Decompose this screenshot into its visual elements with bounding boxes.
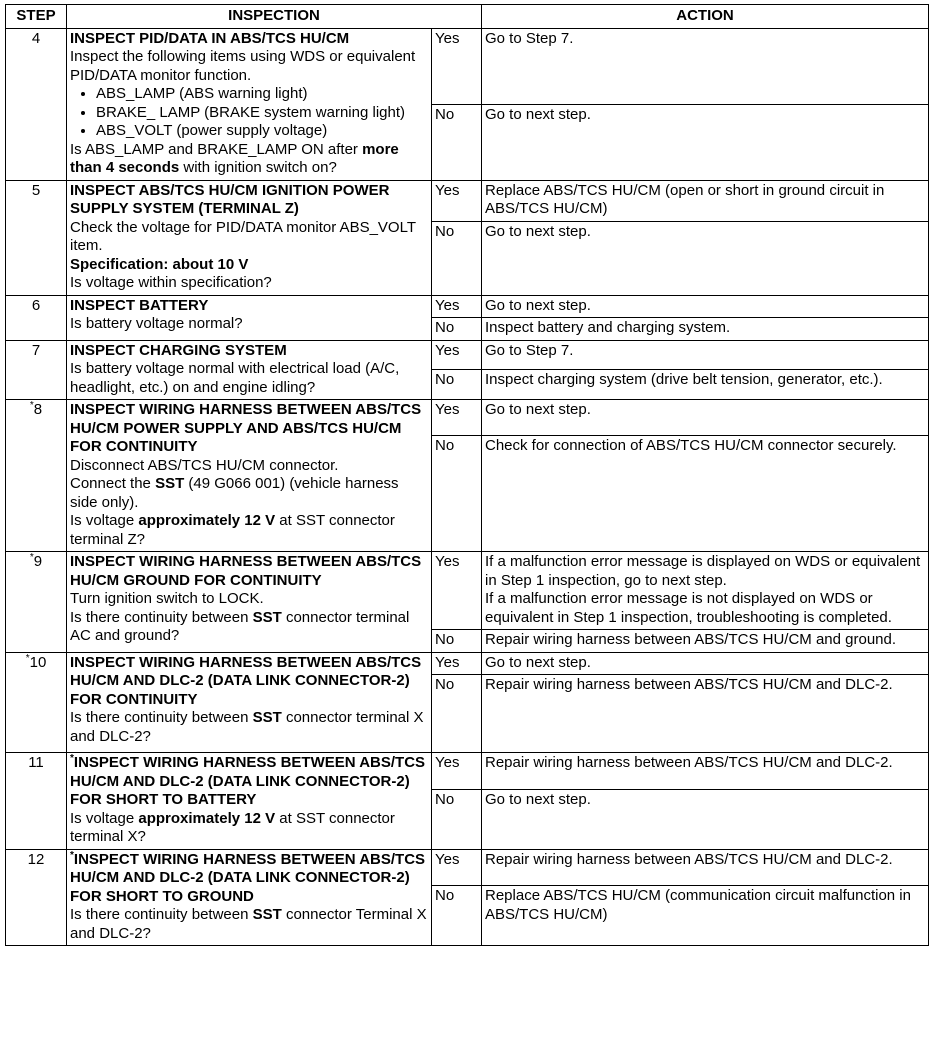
header-inspection: INSPECTION <box>67 5 482 29</box>
inspection-question: Is there continuity between SST connector Terminal X and DLC-2? <box>70 906 427 942</box>
inspection-question: Is ABS_LAMP and BRAKE_LAMP ON after more than 4 seconds with ignition switch on? <box>70 140 399 176</box>
answer-yes: Yes <box>432 849 482 886</box>
inspection-title: *INSPECT WIRING HARNESS BETWEEN ABS/TCS HU/CM AND DLC-2 (DATA LINK CONNECTOR-2) FOR SHORT TO BATTERY <box>70 753 426 808</box>
inspection-cell <box>67 849 432 946</box>
step-number: 12 <box>6 849 67 946</box>
action-text: Repair wiring harness between ABS/TCS HU/CM and ground. <box>482 630 929 653</box>
inspection-question: Is battery voltage normal with electrical load (A/C, headlight, etc.) on and engine idling? <box>70 360 400 396</box>
table-row <box>6 340 929 370</box>
inspection-title: *INSPECT WIRING HARNESS BETWEEN ABS/TCS HU/CM AND DLC-2 (DATA LINK CONNECTOR-2) FOR SHORT TO GROUND <box>70 849 426 905</box>
inspection-cell <box>67 652 432 753</box>
step-number: *8 <box>6 400 67 552</box>
action-text: Check for connection of ABS/TCS HU/CM connector securely. <box>482 436 929 552</box>
action-text: Replace ABS/TCS HU/CM (communication circuit malfunction in ABS/TCS HU/CM) <box>482 886 929 946</box>
header-action: ACTION <box>482 5 929 29</box>
table-row <box>6 849 929 886</box>
answer-no: No <box>432 318 482 341</box>
asterisk-marker: * <box>70 849 74 861</box>
inspection-cell <box>67 295 432 340</box>
specification: Specification: about 10 V <box>70 255 249 273</box>
answer-yes: Yes <box>432 652 482 675</box>
inspection-title: INSPECT ABS/TCS HU/CM IGNITION POWER SUPPLY SYSTEM (TERMINAL Z) <box>70 181 390 217</box>
step-number: 6 <box>6 295 67 340</box>
inspection-procedure-table <box>5 4 929 946</box>
answer-yes: Yes <box>432 340 482 370</box>
list-item: • BRAKE_ LAMP (BRAKE system warning light) <box>96 104 428 123</box>
answer-no: No <box>432 104 482 180</box>
action-text: Go to next step. <box>482 652 929 675</box>
action-text: Go to next step. <box>482 221 929 295</box>
asterisk-marker: * <box>29 552 34 563</box>
answer-yes: Yes <box>432 295 482 318</box>
inspection-question: Is voltage within specification? <box>70 274 272 291</box>
answer-no: No <box>432 436 482 552</box>
inspection-question: Is voltage approximately 12 V at SST connector terminal X? <box>70 809 395 845</box>
inspection-instruction: Connect the SST (49 G066 001) (vehicle harness side only). <box>70 475 399 511</box>
answer-yes: Yes <box>432 28 482 104</box>
step-number: 4 <box>6 28 67 180</box>
action-text: Go to next step. <box>482 295 929 318</box>
answer-no: No <box>432 886 482 946</box>
inspection-cell <box>67 28 432 180</box>
step-number: 5 <box>6 180 67 295</box>
item-list <box>70 85 428 141</box>
action-text: Go to Step 7. <box>482 28 929 104</box>
asterisk-marker: * <box>25 652 30 664</box>
table-row <box>6 753 929 790</box>
step-number: *9 <box>6 552 67 653</box>
table-row <box>6 652 929 675</box>
answer-yes: Yes <box>432 400 482 436</box>
action-text: Go to next step. <box>482 400 929 436</box>
inspection-cell <box>67 180 432 295</box>
action-text: Go to next step. <box>482 104 929 180</box>
asterisk-marker: * <box>29 400 34 411</box>
table-row <box>6 400 929 436</box>
inspection-cell <box>67 753 432 850</box>
inspection-title: INSPECT PID/DATA IN ABS/TCS HU/CM <box>70 29 350 47</box>
inspection-instruction: Inspect the following items using WDS or equivalent PID/DATA monitor function. <box>70 48 416 84</box>
table-row <box>6 28 929 104</box>
action-text: Go to Step 7. <box>482 340 929 370</box>
inspection-title: INSPECT CHARGING SYSTEM <box>70 341 287 359</box>
inspection-question: Is voltage approximately 12 V at SST connector terminal Z? <box>70 512 395 548</box>
inspection-instruction: Turn ignition switch to LOCK. <box>70 590 264 607</box>
action-text: Repair wiring harness between ABS/TCS HU/CM and DLC-2. <box>482 849 929 886</box>
inspection-question: Is there continuity between SST connector terminal X and DLC-2? <box>70 709 424 745</box>
table-row <box>6 552 929 630</box>
inspection-question: Is there continuity between SST connector terminal AC and ground? <box>70 608 410 644</box>
answer-no: No <box>432 630 482 653</box>
action-text: Repair wiring harness between ABS/TCS HU/CM and DLC-2. <box>482 753 929 790</box>
table-row <box>6 295 929 318</box>
step-number: *10 <box>6 652 67 753</box>
inspection-instruction: Check the voltage for PID/DATA monitor ABS_VOLT item. <box>70 218 416 254</box>
inspection-title: INSPECT WIRING HARNESS BETWEEN ABS/TCS HU/CM POWER SUPPLY AND ABS/TCS HU/CM FOR CONTINUITY <box>70 401 422 455</box>
action-text: Replace ABS/TCS HU/CM (open or short in ground circuit in ABS/TCS HU/CM) <box>482 180 929 221</box>
answer-no: No <box>432 221 482 295</box>
inspection-cell <box>67 340 432 400</box>
answer-yes: Yes <box>432 552 482 630</box>
step-number: 7 <box>6 340 67 400</box>
action-text: If a malfunction error message is displayed on WDS or equivalent in Step 1 inspection, go to next step. If a malfunction error message is not displayed on WDS or equivalent in Step 1 inspection, troubleshooting is completed. <box>482 552 929 630</box>
answer-yes: Yes <box>432 180 482 221</box>
inspection-question: Is battery voltage normal? <box>70 315 243 332</box>
inspection-title: INSPECT WIRING HARNESS BETWEEN ABS/TCS HU/CM GROUND FOR CONTINUITY <box>70 553 422 589</box>
list-item: • ABS_VOLT (power supply voltage) <box>96 122 428 141</box>
inspection-title: INSPECT BATTERY <box>70 296 209 314</box>
table-row <box>6 180 929 221</box>
table-header-row <box>6 5 929 29</box>
step-number: 11 <box>6 753 67 850</box>
action-text: Inspect battery and charging system. <box>482 318 929 341</box>
answer-yes: Yes <box>432 753 482 790</box>
action-text: Repair wiring harness between ABS/TCS HU/CM and DLC-2. <box>482 675 929 753</box>
inspection-title: INSPECT WIRING HARNESS BETWEEN ABS/TCS HU/CM AND DLC-2 (DATA LINK CONNECTOR-2) FOR CONTINUITY <box>70 653 422 708</box>
answer-no: No <box>432 675 482 753</box>
inspection-cell <box>67 400 432 552</box>
header-step: STEP <box>6 5 67 29</box>
list-item: • ABS_LAMP (ABS warning light) <box>96 85 428 104</box>
asterisk-marker: * <box>70 753 74 764</box>
answer-no: No <box>432 789 482 849</box>
action-text: Inspect charging system (drive belt tension, generator, etc.). <box>482 370 929 400</box>
inspection-instruction: Disconnect ABS/TCS HU/CM connector. <box>70 456 339 474</box>
inspection-cell <box>67 552 432 653</box>
answer-no: No <box>432 370 482 400</box>
action-text: Go to next step. <box>482 789 929 849</box>
